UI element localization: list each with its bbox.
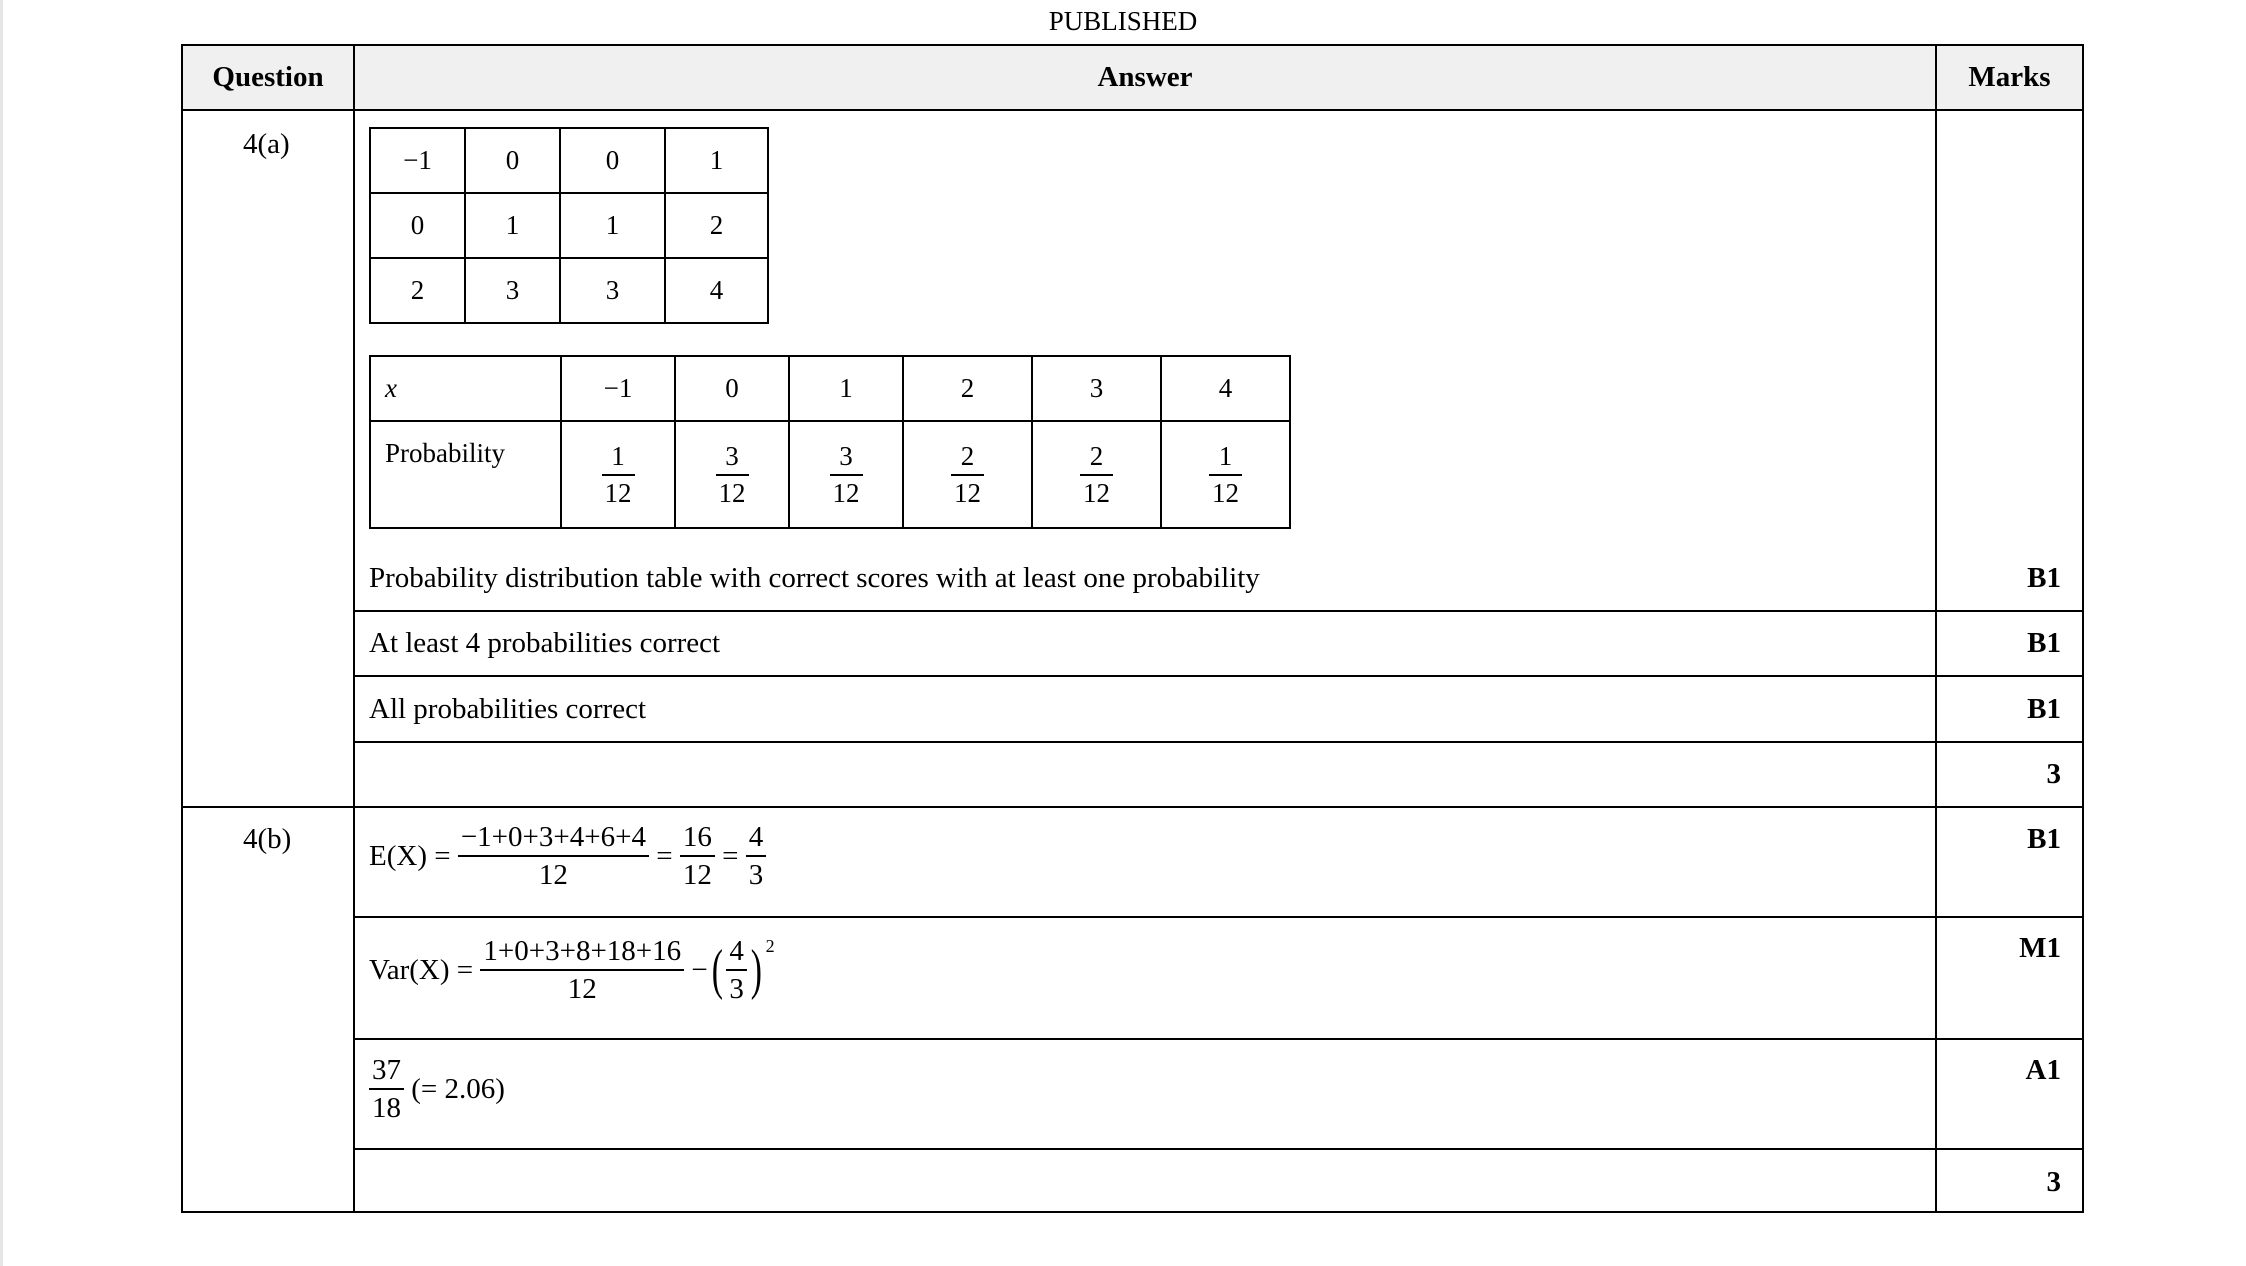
page-edge — [0, 0, 3, 1266]
grid-cell: 1 — [665, 128, 768, 193]
criterion-text: At least 4 probabilities correct — [369, 627, 721, 659]
grid-cell: 3 — [465, 258, 560, 323]
marks-column-header: Marks — [1937, 46, 2082, 109]
grid-cell: 1 — [465, 193, 560, 258]
criterion-text: All probabilities correct — [369, 693, 647, 725]
total-marks: 3 — [2046, 758, 2061, 790]
x-value-cell: −1 — [561, 356, 675, 421]
question-label: 4(a) — [243, 128, 290, 160]
row-divider — [353, 741, 2084, 743]
probability-cell: $\frac{1}{12}$ — [561, 421, 675, 528]
x-row-label: x — [370, 356, 561, 421]
grid-cell: 1 — [560, 193, 665, 258]
criterion-text: Probability distribution table with correct scores with at least one probability — [369, 562, 1260, 594]
x-value-cell: 3 — [1032, 356, 1161, 421]
row-divider — [353, 1148, 2084, 1150]
grid-cell: 2 — [370, 258, 465, 323]
probability-cell: $\frac{2}{12}$ — [903, 421, 1032, 528]
probability-cell: $\frac{2}{12}$ — [1032, 421, 1161, 528]
probability-cell: $\frac{3}{12}$ — [789, 421, 903, 528]
row-divider — [353, 1038, 2084, 1040]
mark-value: B1 — [2027, 562, 2061, 594]
question-label: 4(b) — [243, 823, 292, 855]
score-grid — [369, 127, 769, 324]
probability-cell: $\frac{3}{12}$ — [675, 421, 789, 528]
mark-value: B1 — [2027, 693, 2061, 725]
grid-cell: 0 — [370, 193, 465, 258]
variance-working: Var(X) = $\frac{1+0+3+8+18+16}{12}$ −( $\frac{4}{3}$ ) 2 — [369, 935, 775, 1006]
grid-cell: 3 — [560, 258, 665, 323]
mark-value: A1 — [2025, 1054, 2061, 1086]
grid-cell: 0 — [465, 128, 560, 193]
publication-status: PUBLISHED — [1048, 6, 1198, 36]
row-divider — [353, 675, 2084, 677]
probability-distribution-table — [369, 355, 1291, 529]
grid-cell: −1 — [370, 128, 465, 193]
probability-cell: $\frac{1}{12}$ — [1161, 421, 1290, 528]
row-divider — [353, 916, 2084, 918]
x-value-cell: 1 — [789, 356, 903, 421]
grid-cell: 2 — [665, 193, 768, 258]
row-divider — [353, 610, 2084, 612]
mark-value: M1 — [2019, 932, 2061, 964]
question-divider — [181, 806, 2084, 808]
question-column-header: Question — [183, 46, 353, 109]
mark-value: B1 — [2027, 823, 2061, 855]
variance-result: $\frac{37}{18}$ (= 2.06) — [369, 1055, 505, 1124]
answer-column-header: Answer — [355, 46, 1935, 109]
grid-cell: 4 — [665, 258, 768, 323]
x-value-cell: 0 — [675, 356, 789, 421]
total-marks: 3 — [2046, 1166, 2061, 1198]
probability-row-label: Probability — [370, 421, 561, 528]
mark-value: B1 — [2027, 627, 2061, 659]
expectation-working: E(X) = $\frac{-1+0+3+4+6+4}{12}$ = $\frac{16}{12}$ = $\frac{4}{3}$ — [369, 822, 766, 891]
x-value-cell: 2 — [903, 356, 1032, 421]
grid-cell: 0 — [560, 128, 665, 193]
header-divider — [181, 109, 2084, 111]
x-value-cell: 4 — [1161, 356, 1290, 421]
